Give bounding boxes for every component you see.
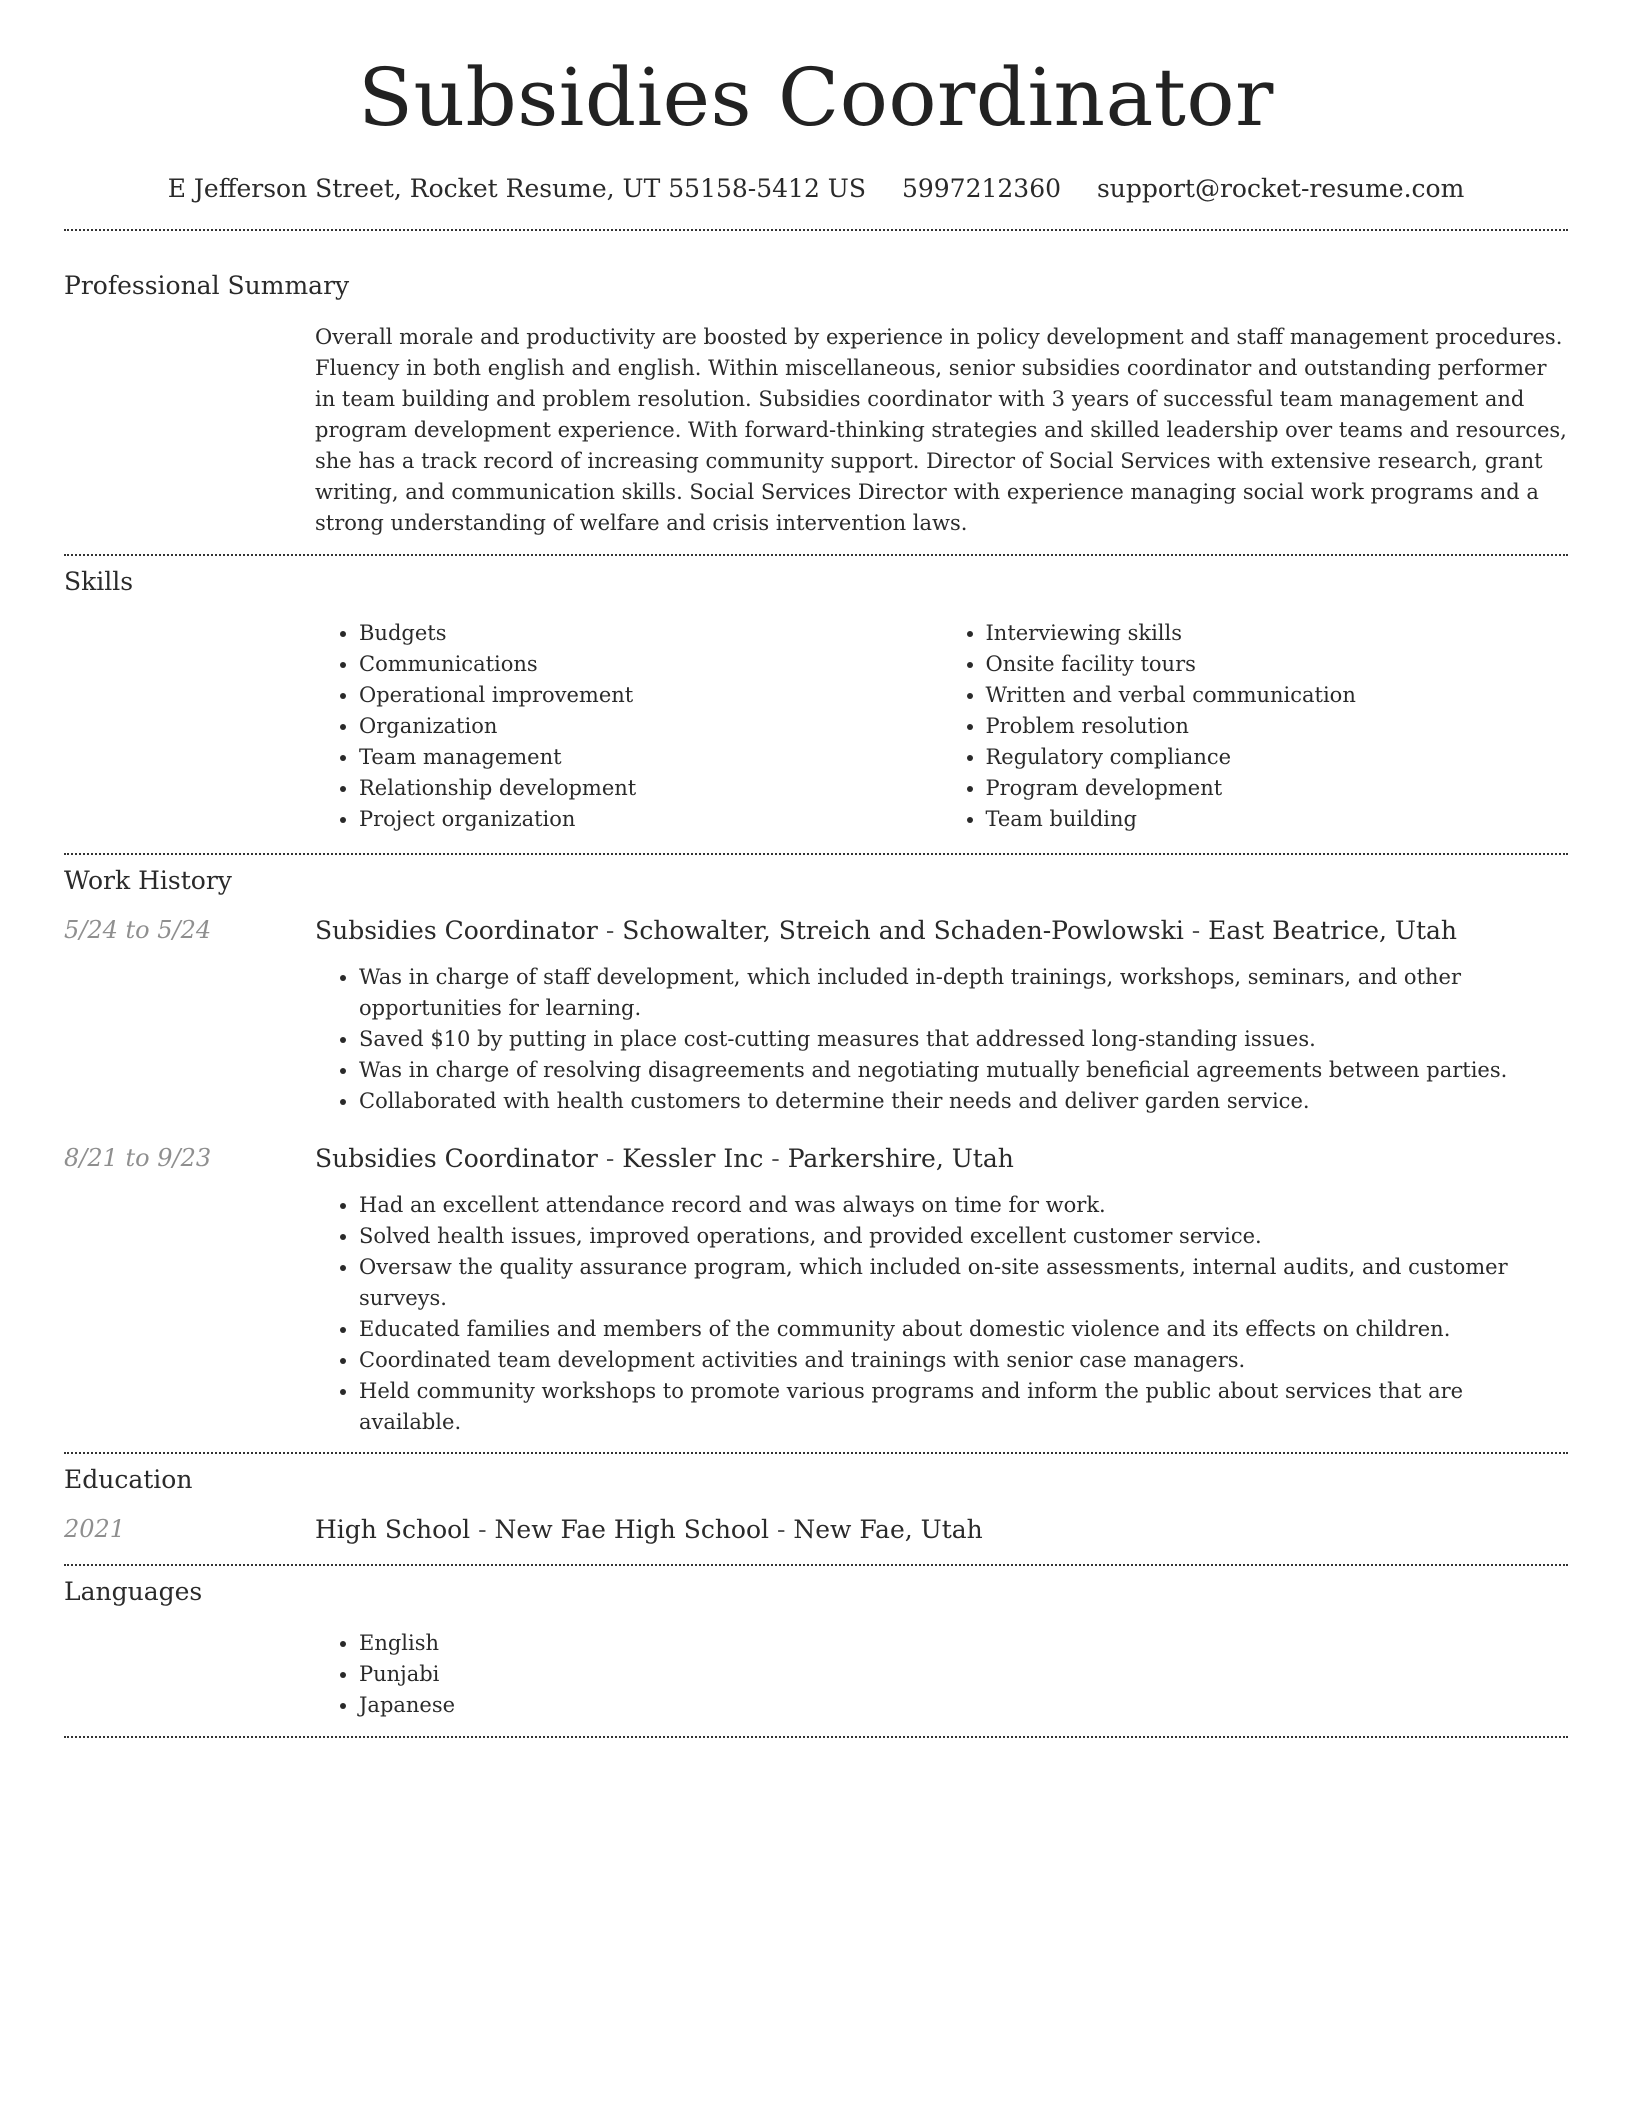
separator: -	[597, 1144, 623, 1173]
languages-title: Languages	[64, 1577, 203, 1606]
job-body	[315, 1143, 1568, 1438]
skills-title: Skills	[64, 567, 134, 596]
summary-section	[64, 231, 1568, 539]
job-body	[315, 915, 1568, 1117]
separator: -	[769, 1515, 794, 1544]
skill-item: • Operational improvement	[359, 680, 942, 711]
job-entry	[64, 1143, 1568, 1438]
candidate-name: Subsidies Coordinator	[358, 51, 1274, 144]
job-date: 8/21 to 9/23	[64, 1144, 212, 1172]
summary-content	[315, 322, 1568, 539]
job-bullet: • Collaborated with health customers to determine their needs and deliver garden service.	[359, 1086, 1568, 1117]
job-entry	[64, 915, 1568, 1117]
divider	[64, 1736, 1568, 1738]
education-list	[64, 1514, 1568, 1545]
job-location: Parkershire, Utah	[787, 1144, 1014, 1173]
job-company: Schowalter, Streich and Schaden-Powlowski	[622, 916, 1184, 945]
skill-item: • Team management	[359, 742, 942, 773]
education-title: Education	[64, 1465, 193, 1494]
job-heading	[315, 1143, 1568, 1174]
job-location: East Beatrice, Utah	[1208, 916, 1458, 945]
separator: -	[763, 1144, 788, 1173]
language-item: • Punjabi	[359, 1659, 1568, 1690]
contact-address: E Jefferson Street, Rocket Resume, UT 55158-5412 US	[167, 174, 866, 203]
job-date: 5/24 to 5/24	[64, 916, 212, 944]
separator: -	[470, 1515, 495, 1544]
skills-columns	[315, 618, 1568, 835]
education-degree: High School	[315, 1515, 471, 1544]
separator: -	[1183, 916, 1209, 945]
job-role: Subsidies Coordinator	[315, 1144, 598, 1173]
education-body	[315, 1514, 1568, 1545]
summary-text: Overall morale and productivity are boosted by experience in policy development and staff management procedures. Fluency in both english and english. Within miscellaneous, senior subsidies coordinator and outstanding performer in team building and problem resolution. Subsidies coordinator with 3 years of successful team management and program development experience. With forward-thinking strategies and skilled leadership over teams and resources, she has a track record of increasing community support. Director of Social Services with extensive research, grant writing, and communication skills. Social Services Director with experience managing social work programs and a strong understanding of welfare and crisis intervention laws.	[315, 325, 1567, 535]
job-bullet: • Saved $10 by putting in place cost-cutting measures that addressed long-standing issues.	[359, 1024, 1568, 1055]
languages-list	[315, 1628, 1568, 1721]
job-bullet: • Educated families and members of the community about domestic violence and its effects on children.	[359, 1314, 1568, 1345]
job-bullet: • Was in charge of resolving disagreements and negotiating mutually beneficial agreements between parties.	[359, 1055, 1568, 1086]
language-item: • Japanese	[359, 1690, 1568, 1721]
job-bullets	[315, 1190, 1568, 1438]
education-entry	[64, 1514, 1568, 1545]
languages-content	[315, 1628, 1568, 1721]
language-item: • English	[359, 1628, 1568, 1659]
job-heading	[315, 915, 1568, 946]
skill-item: • Written and verbal communication	[986, 680, 1569, 711]
skill-item: • Organization	[359, 711, 942, 742]
contact-email: support@rocket-resume.com	[1096, 174, 1465, 203]
job-bullet: • Was in charge of staff development, which included in-depth trainings, workshops, seminars, and other opportunities for learning.	[359, 962, 1568, 1024]
resume-page	[64, 0, 1568, 1738]
job-bullets	[315, 962, 1568, 1117]
job-role: Subsidies Coordinator	[315, 916, 598, 945]
work-title: Work History	[64, 866, 232, 895]
job-bullet: • Solved health issues, improved operations, and provided excellent customer service.	[359, 1221, 1568, 1252]
skill-item: • Interviewing skills	[986, 618, 1569, 649]
education-date: 2021	[64, 1515, 126, 1543]
skills-list-right	[942, 618, 1569, 835]
education-school: New Fae High School	[494, 1515, 770, 1544]
skill-item: • Communications	[359, 649, 942, 680]
work-section	[64, 855, 1568, 1438]
job-bullet: • Oversaw the quality assurance program, which included on-site assessments, internal audits, and customer surveys.	[359, 1252, 1568, 1314]
job-bullet: • Held community workshops to promote various programs and inform the public about services that are available.	[359, 1376, 1568, 1438]
skill-item: • Project organization	[359, 804, 942, 835]
contact-line	[64, 174, 1568, 203]
job-bullet: • Had an excellent attendance record and was always on time for work.	[359, 1190, 1568, 1221]
skills-section	[64, 556, 1568, 835]
skill-item: • Budgets	[359, 618, 942, 649]
job-company: Kessler Inc	[622, 1144, 764, 1173]
summary-title: Professional Summary	[64, 271, 350, 300]
separator: -	[597, 916, 623, 945]
languages-section	[64, 1566, 1568, 1721]
education-heading	[315, 1514, 1568, 1545]
education-location: New Fae, Utah	[793, 1515, 983, 1544]
contact-phone: 5997212360	[901, 174, 1062, 203]
job-list	[64, 915, 1568, 1438]
skill-item: • Program development	[986, 773, 1569, 804]
skills-list-left	[315, 618, 942, 835]
job-bullet: • Coordinated team development activities and trainings with senior case managers.	[359, 1345, 1568, 1376]
education-section	[64, 1454, 1568, 1545]
skill-item: • Onsite facility tours	[986, 649, 1569, 680]
skill-item: • Team building	[986, 804, 1569, 835]
skill-item: • Problem resolution	[986, 711, 1569, 742]
skill-item: • Regulatory compliance	[986, 742, 1569, 773]
skill-item: • Relationship development	[359, 773, 942, 804]
